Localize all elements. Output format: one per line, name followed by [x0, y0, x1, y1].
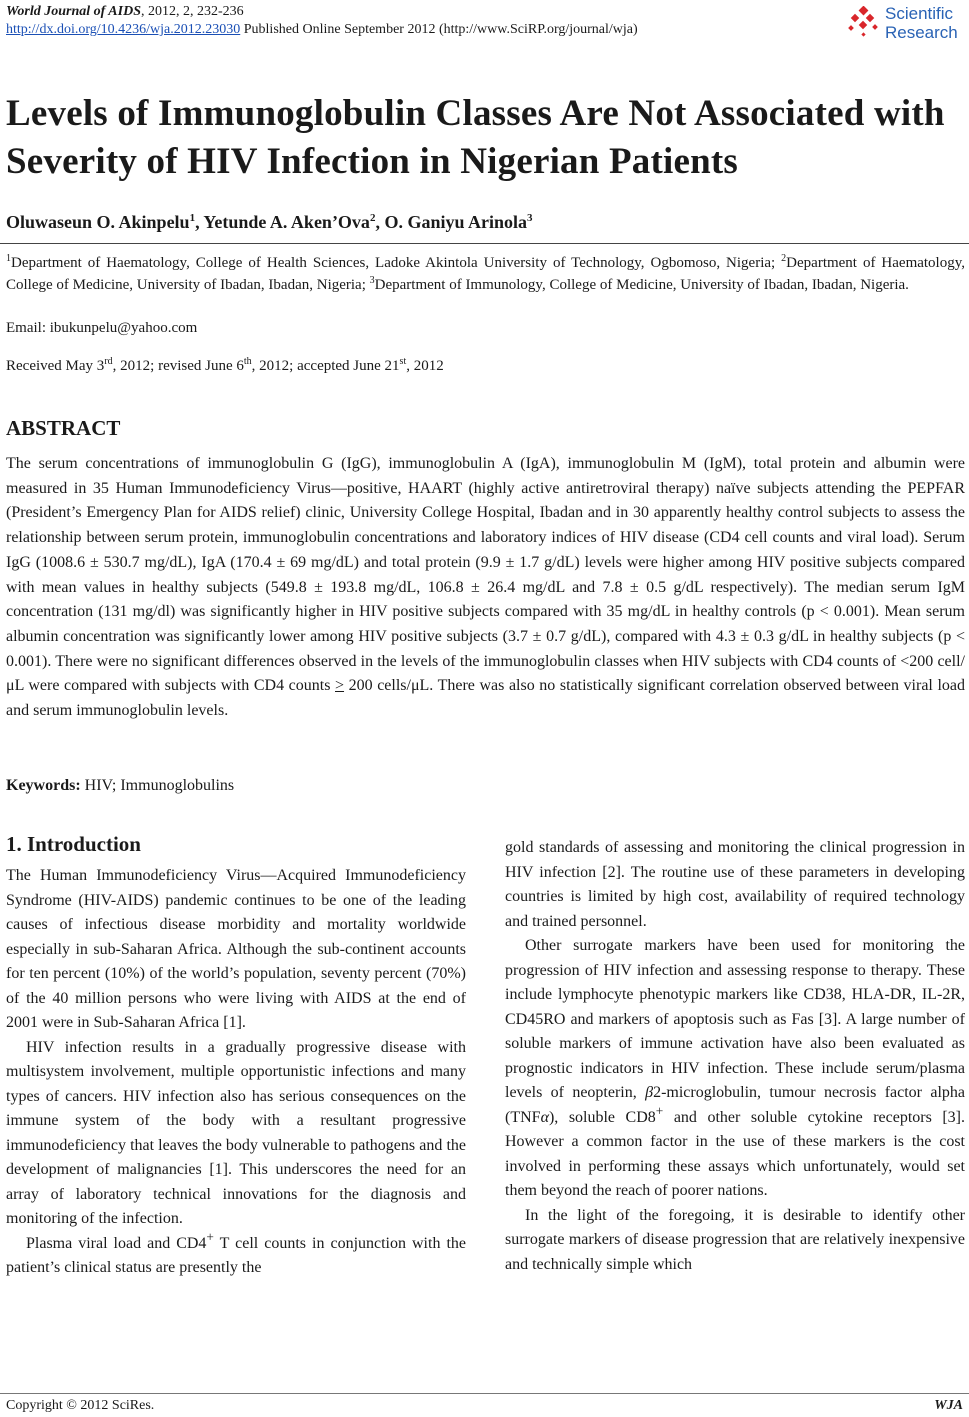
author-2-affil: 2	[369, 212, 376, 224]
abstract-body	[6, 452, 965, 724]
intro-p3-sup: +	[206, 1229, 214, 1245]
intro-p5-text-2: 2-microglobulin, tumour necrosis factor alpha (TNF	[505, 1084, 965, 1126]
intro-paragraph-3	[6, 1229, 466, 1281]
abstract-heading: ABSTRACT	[6, 416, 121, 440]
doi-link[interactable]: http://dx.doi.org/10.4236/wja.2012.23030	[6, 22, 241, 37]
received-text-4: , 2012	[406, 358, 444, 374]
keywords	[6, 775, 234, 797]
right-column	[505, 836, 965, 1277]
intro-p3-text-1: Plasma viral load and CD4	[26, 1234, 207, 1252]
affil-3-marker: 3	[369, 275, 375, 286]
abstract-text-1: The serum concentrations of immunoglobulin G (IgG), immunoglobulin A (IgA), immunoglobulin M (IgM), total protein and albumin were measured in 35 Human Immunodeficiency Virus—positive, HAART (highly active antiretroviral therapy) naïve subjects attending the PEPFAR (President’s Emergency Plan for AIDS relief) clinic, University College Hospital, Ibadan and in 30 apparently healthy control subjects to assess the relationship between serum protein, immunoglobulin concentrations and laboratory indices of HIV disease (CD4 cell counts and viral load). Serum IgG (1008.6 ± 530.7 mg/dL), IgA (170.4 ± 69 mg/dL) and total protein (9.9 ± 1.7 g/dL) levels were higher among HIV positive subjects compared with mean values in healthy subjects (549.8 ± 193.8 mg/dL, 106.8 ± 26.4 mg/dL and 7.8 ± 0.5 g/dL respectively). The median serum IgM concentration (131 mg/dl) was significantly higher in HIV positive subjects compared with 35 mg/dL in healthy controls (p < 0.001). Mean serum albumin concentration was significantly lower among HIV positive subjects (3.7 ± 0.7 g/dL), compared with 4.3 ± 0.3 g/dL in healthy subjects (p < 0.001). There were no significant differences observed in the levels of the immunoglobulin classes when HIV subjects with CD4 counts of <200 cell/μL were compared with subjects with CD4 counts	[6, 455, 965, 695]
affil-2-marker: 2	[781, 253, 787, 264]
contact-email: Email: ibukunpelu@yahoo.com	[6, 320, 198, 336]
author-1: Oluwaseun O. Akinpelu	[6, 212, 190, 232]
copyright-notice: Copyright © 2012 SciRes.	[6, 1398, 155, 1413]
intro-p5-alpha: α	[540, 1108, 549, 1126]
ge-symbol: >	[335, 677, 345, 695]
paper-title: Levels of Immunoglobulin Classes Are Not Associated with Severity of HIV Infection in Nigerian Patients	[6, 93, 945, 182]
journal-name: World Journal of AIDS	[6, 4, 141, 19]
intro-paragraph-2: HIV infection results in a gradually progressive disease with multisystem involvement, multiple opportunistic infections and many types of cancers. HIV infection also has serious consequences on the immune system of the body with a resultant progressive immunodeficiency that leaves the body vulnerable to pathogens and the development of malignancies [1]. This underscores the need for an array of laboratory technical innovations for the diagnosis and monitoring of the infection.	[6, 1038, 466, 1227]
volume-info: , 2012, 2, 232-236	[140, 4, 244, 19]
scientific-research-logo	[847, 4, 967, 44]
author-2: , Yetunde A. Aken’Ova	[195, 212, 370, 232]
received-text-2: , 2012; revised June 6	[112, 358, 244, 374]
author-list	[6, 210, 532, 234]
author-1-affil: 1	[189, 212, 196, 224]
received-text-3: , 2012; accepted June 21	[251, 358, 400, 374]
published-online-text: Published Online September 2012 (http://www.SciRP.org/journal/wja)	[240, 22, 638, 37]
received-text-1: Received May 3	[6, 358, 105, 374]
intro-p5-sup: +	[655, 1103, 664, 1119]
affil-1-marker: 1	[6, 253, 11, 264]
title-divider	[0, 243, 969, 244]
publisher-logo-icon	[847, 6, 881, 40]
intro-p5-text-4: and other soluble cytokine receptors [3]. However a common factor in the use of these markers is the cost involved in performing these assays which unfortunately, would set them beyond the reach of poorer nations.	[505, 1108, 965, 1199]
journal-citation	[6, 4, 244, 20]
logo-line-1: Scientific	[885, 4, 954, 23]
affil-1: Department of Haematology, College of Health Sciences, Ladoke Akintola University of Technology, Ogbomoso, Nigeria;	[11, 255, 782, 271]
author-3: , O. Ganiyu Arinola	[375, 212, 527, 232]
keywords-text: HIV; Immunoglobulins	[80, 777, 235, 794]
introduction-heading: 1. Introduction	[6, 832, 141, 856]
intro-paragraph-6: In the light of the foregoing, it is desirable to identify other surrogate markers of disease progression that are relatively inexpensive and technically simple which	[505, 1206, 965, 1273]
intro-p3-text-2: T cell counts in conjunction with the patient’s clinical status are presently the	[6, 1234, 466, 1276]
left-column	[6, 830, 466, 1281]
intro-p5-beta: β	[645, 1084, 654, 1101]
received-sup-2: th	[243, 356, 252, 367]
affiliations	[6, 252, 965, 296]
keywords-label: Keywords:	[6, 777, 81, 794]
intro-paragraph-1: The Human Immunodeficiency Virus—Acquired Immunodeficiency Syndrome (HIV-AIDS) pandemic continues to be one of the leading causes of infectious disease morbidity and mortality worldwide especially in sub-Saharan Africa. Although the sub-continent accounts for ten percent (10%) of the world’s population, seventy percent (70%) of the 40 million persons who were living with AIDS at the end of 2001 were in Sub-Saharan Africa [1].	[6, 867, 466, 1031]
intro-paragraph-5	[505, 934, 965, 1204]
received-sup-3: st	[399, 356, 407, 367]
doi-line	[6, 22, 638, 38]
footer-divider	[0, 1393, 969, 1394]
abstract-text-2: 200 cells/μL. There was also no statistically significant correlation observed between viral load and serum immunoglobulin levels.	[6, 677, 965, 720]
affil-3: Department of Immunology, College of Medicine, University of Ibadan, Ibadan, Nigeria.	[374, 277, 909, 293]
logo-line-2: Research	[885, 23, 958, 42]
logo-wordmark	[885, 4, 958, 42]
received-sup-1: rd	[104, 356, 113, 367]
intro-p5-text-1: Other surrogate markers have been used for monitoring the progression of HIV infection and assessing response to therapy. These include lymphocyte phenotypic markers like CD38, HLA-DR, IL-2R, CD45RO and markers of apoptosis such as Fas [3]. A large number of soluble markers of immune activation have also been evaluated as prognostic indicators in HIV infection. These include serum/plasma levels of neopterin,	[505, 937, 965, 1101]
author-3-affil: 3	[526, 212, 533, 224]
intro-p5-text-3: ), soluble CD8	[548, 1108, 656, 1126]
intro-paragraph-4: gold standards of assessing and monitoring the clinical progression in HIV infection [2]. The routine use of these parameters in developing countries is limited by high cost, availability of required technology and trained personnel.	[505, 839, 965, 930]
affil-2: Department of Haematology, College of Medicine, University of Ibadan, Ibadan, Nigeria;	[6, 255, 965, 293]
received-dates	[6, 356, 444, 376]
journal-abbreviation: WJA	[934, 1398, 963, 1413]
